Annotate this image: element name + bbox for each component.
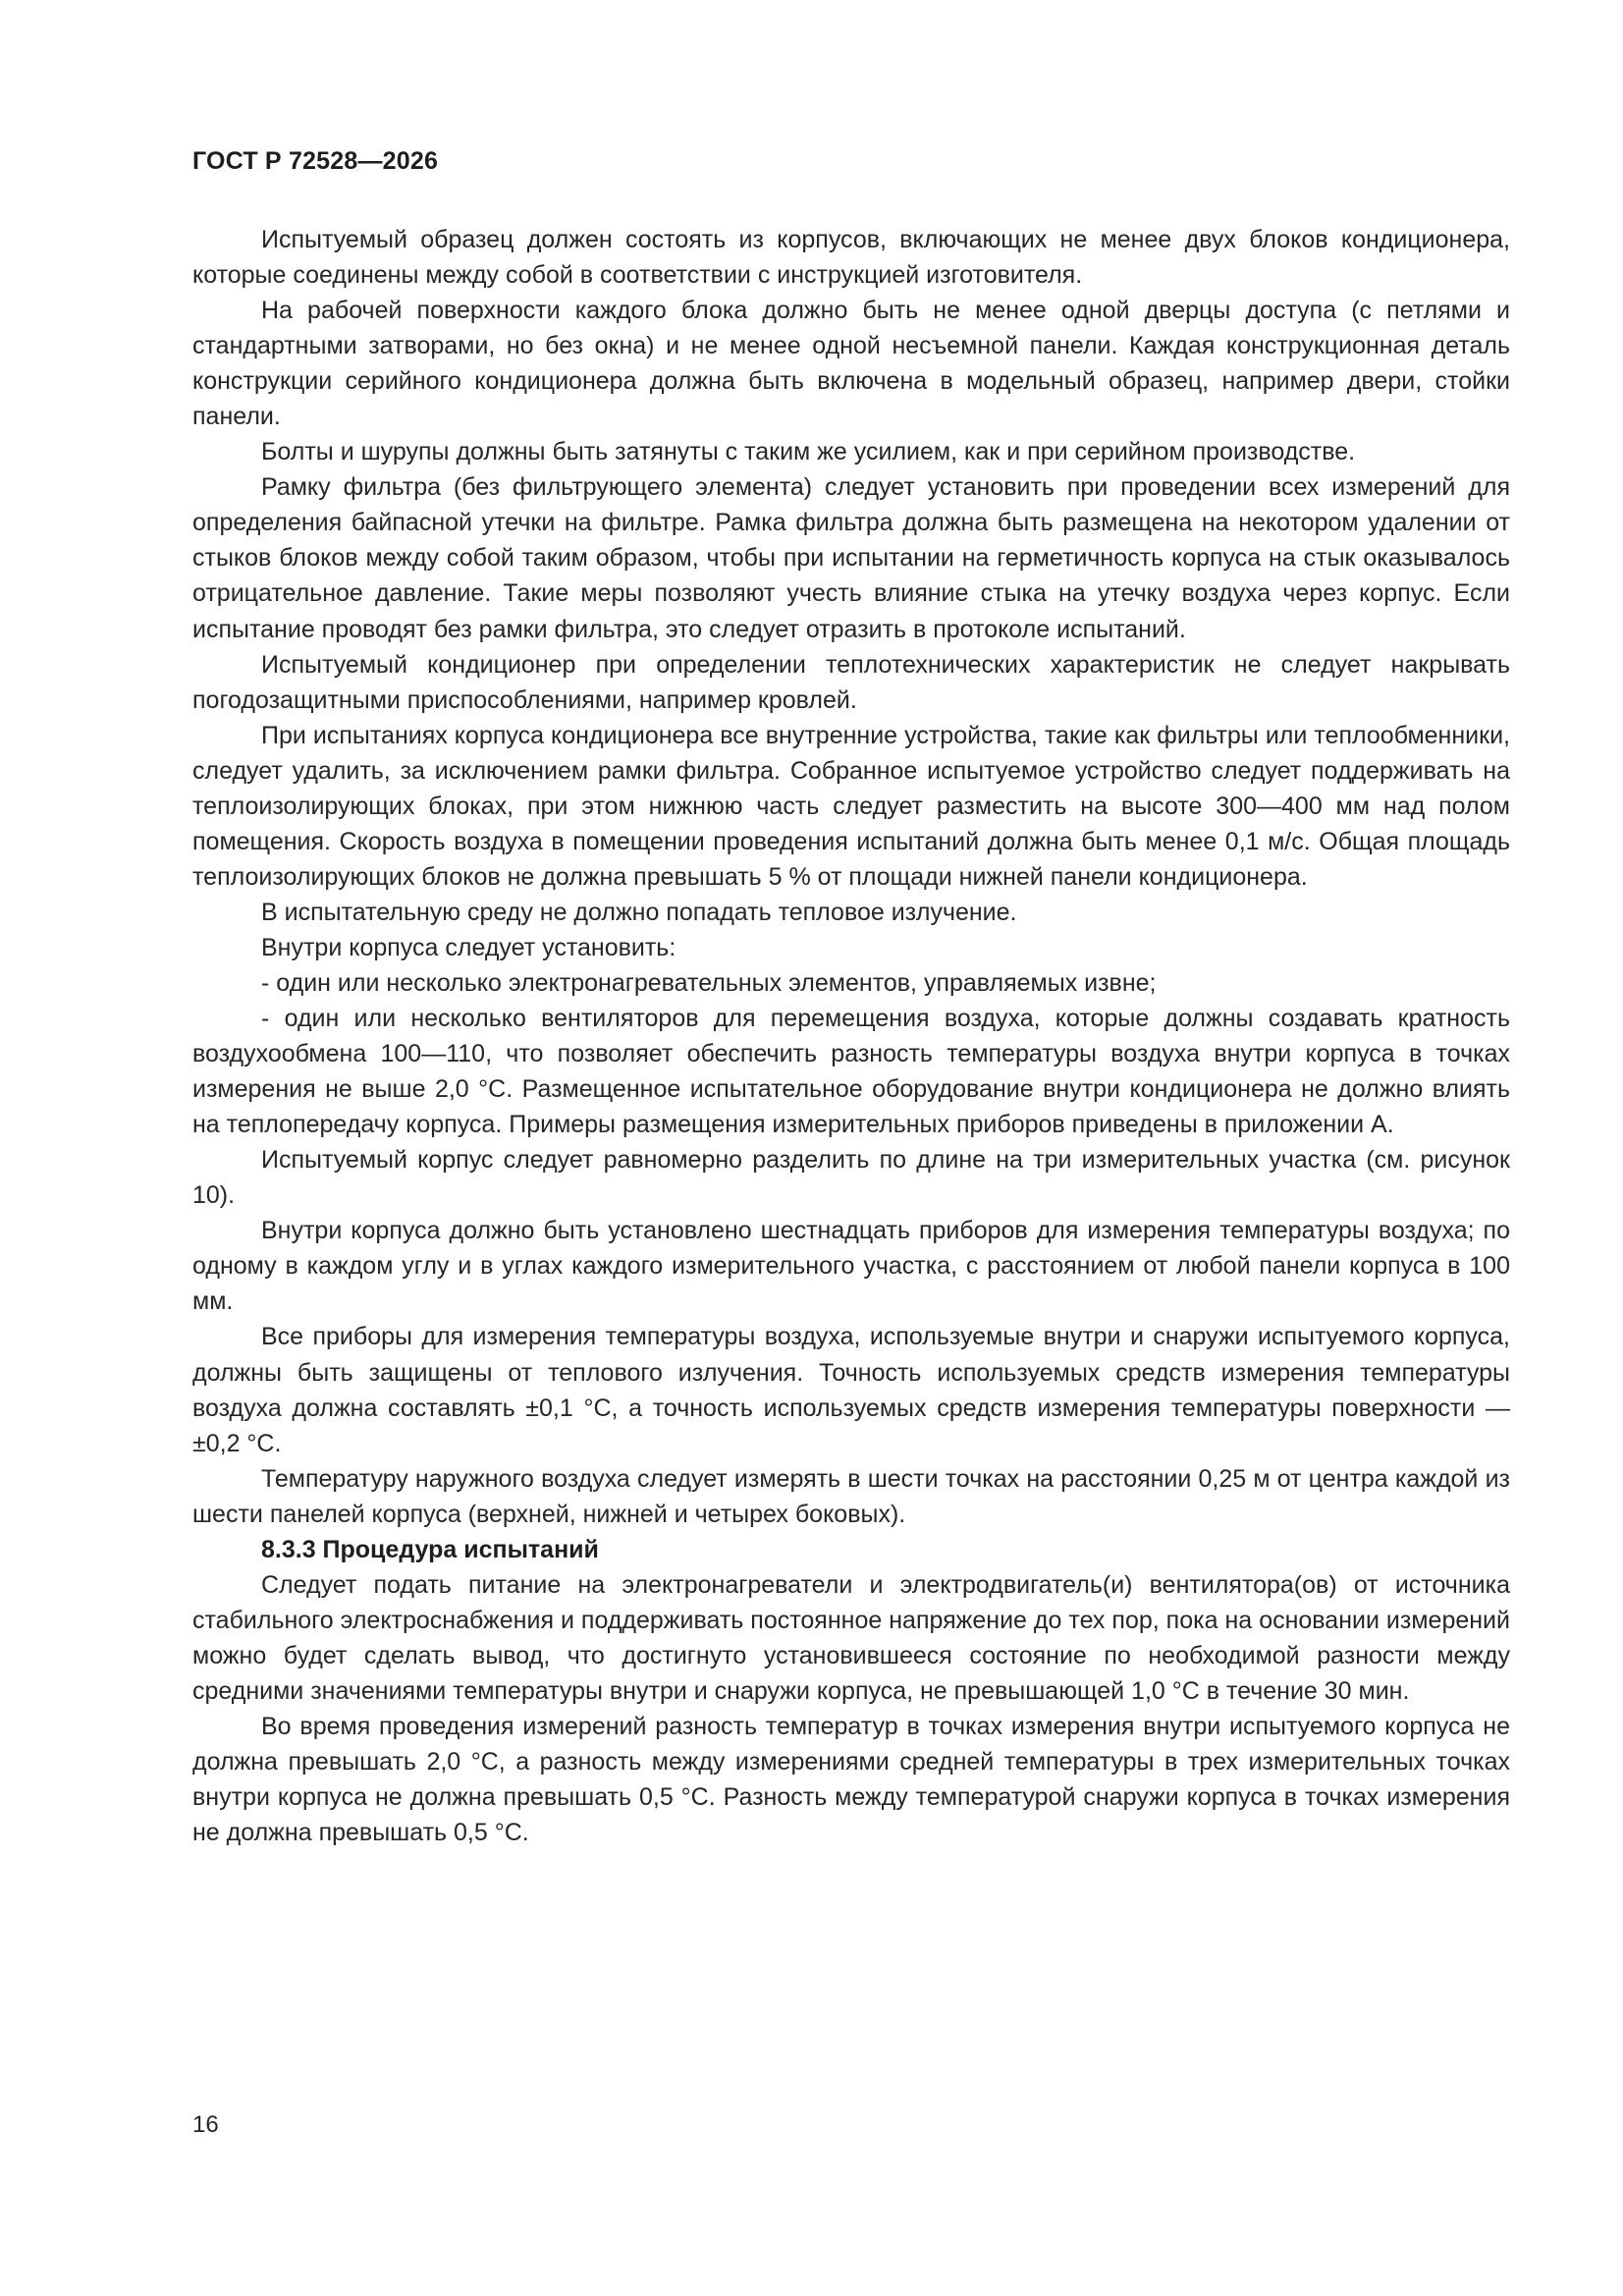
- document-body: [192, 222, 1510, 1850]
- paragraph: При испытаниях корпуса кондиционера все внутренние устройства, такие как фильтры или теплообменники, следует удалить, за исключением рамки фильтра. Собранное испытуемое устройство следует поддерживать на теплоизолирующих блоках, при этом нижнюю часть следует разместить на высоте 300—400 мм над полом помещения. Скорость воздуха в помещении проведения испытаний должна быть менее 0,1 м/с. Общая площадь теплоизолирующих блоков не должна превышать 5 % от площади нижней панели кондиционера.: [192, 721, 1510, 891]
- list-item: - один или несколько электронагревательных элементов, управляемых извне;: [261, 968, 1157, 997]
- paragraph: Внутри корпуса следует установить:: [261, 933, 676, 961]
- paragraph: Болты и шурупы должны быть затянуты с таким же усилием, как и при серийном производстве.: [261, 438, 1356, 466]
- paragraph: Все приборы для измерения температуры воздуха, используемые внутри и снаружи испытуемого корпуса, должны быть защищены от теплового излучения. Точность используемых средств измерения температуры воздуха должна составлять ±0,1 °С, а точность используемых средств измерения температуры поверхности — ±0,2 °С.: [192, 1323, 1510, 1457]
- paragraph: Внутри корпуса должно быть установлено шестнадцать приборов для измерения температуры воздуха; по одному в каждом углу и в углах каждого измерительного участка, с расстоянием от любой панели корпуса в 100 мм.: [192, 1217, 1510, 1316]
- paragraph: В испытательную среду не должно попадать тепловое излучение.: [261, 898, 1017, 926]
- paragraph: Испытуемый кондиционер при определении теплотехнических характеристик не следует накрывать погодозащитными приспособлениями, например кровлей.: [192, 650, 1510, 714]
- section-heading: 8.3.3 Процедура испытаний: [261, 1535, 599, 1563]
- paragraph: Испытуемый образец должен состоять из корпусов, включающих не менее двух блоков кондиционера, которые соединены между собой в соответствии с инструкцией изготовителя.: [192, 226, 1510, 290]
- page-number: 16: [192, 2111, 219, 2138]
- paragraph: Рамку фильтра (без фильтрующего элемента) следует установить при проведении всех измерений для определения байпасной утечки на фильтре. Рамка фильтра должна быть размещена на некотором удалении от стыков блоков между собой таким образом, чтобы при испытании на герметичность корпуса на стык оказывалось отрицательное давление. Такие меры позволяют учесть влияние стыка на утечку воздуха через корпус. Если испытание проводят без рамки фильтра, это следует отразить в протоколе испытаний.: [192, 473, 1510, 643]
- list-item: - один или несколько вентиляторов для перемещения воздуха, которые должны создавать кратность воздухообмена 100—110, что позволяет обеспечить разность температуры воздуха внутри корпуса в точках измерения не выше 2,0 °С. Размещенное испытательное оборудование внутри кондиционера не должно влиять на теплопередачу корпуса. Примеры размещения измерительных приборов приведены в приложении А.: [192, 1005, 1510, 1139]
- paragraph: На рабочей поверхности каждого блока должно быть не менее одной дверцы доступа (с петлями и стандартными затворами, но без окна) и не менее одной несъемной панели. Каждая конструкционная деталь конструкции серийного кондиционера должна быть включена в модельный образец, например двери, стойки панели.: [192, 297, 1510, 431]
- paragraph: Следует подать питание на электронагреватели и электродвигатель(и) вентилятора(ов) от источника стабильного электроснабжения и поддерживать постоянное напряжение до тех пор, пока на основании измерений можно будет сделать вывод, что достигнуто установившееся состояние по необходимой разности между средними значениями температуры внутри и снаружи корпуса, не превышающей 1,0 °С в течение 30 мин.: [192, 1570, 1510, 1705]
- paragraph: Во время проведения измерений разность температур в точках измерения внутри испытуемого корпуса не должна превышать 2,0 °С, а разность между измерениями средней температуры в трех измерительных точках внутри корпуса не должна превышать 0,5 °С. Разность между температурой снаружи корпуса в точках измерения не должна превышать 0,5 °С.: [192, 1712, 1510, 1847]
- paragraph: Температуру наружного воздуха следует измерять в шести точках на расстоянии 0,25 м от центра каждой из шести панелей корпуса (верхней, нижней и четырех боковых).: [192, 1464, 1510, 1528]
- document-header: ГОСТ Р 72528—2026: [192, 147, 439, 175]
- paragraph: Испытуемый корпус следует равномерно разделить по длине на три измерительных участка (см. рисунок 10).: [192, 1146, 1510, 1210]
